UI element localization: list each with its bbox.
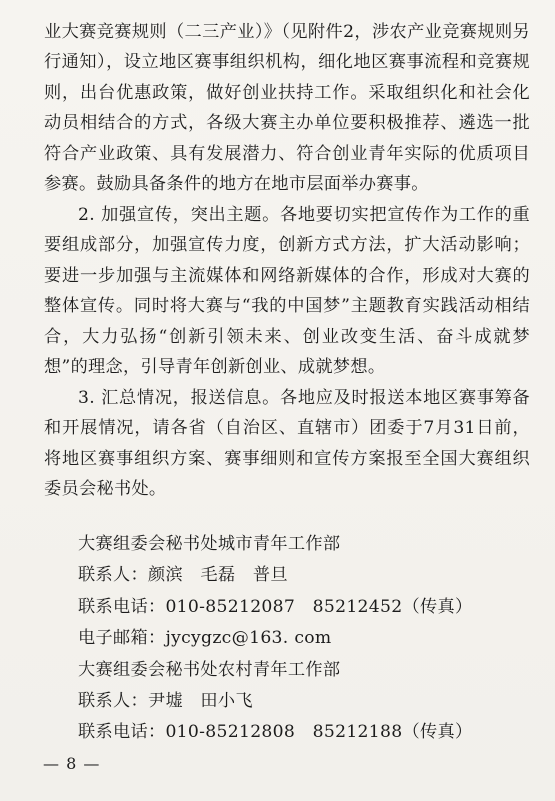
contact-dept-rural: 大赛组委会秘书处农村青年工作部: [78, 659, 341, 680]
contact-persons-rural: 联系人：尹墟 田小飞: [78, 691, 253, 712]
contact-phone-rural: 联系电话：010-85212808 85212188（传真）: [78, 722, 473, 743]
contact-email: 电子邮箱：jycygzc@163. com: [78, 628, 332, 649]
page-number: — 8 —: [43, 754, 101, 773]
contact-block: [78, 529, 518, 749]
paragraph-rules-continued: 业大赛竞赛规则（二三产业）》（见附件2，涉农产业竞赛规则另行通知），设立地区赛事组织机构，细化地区赛事流程和竞赛规则，出台优惠政策，做好创业扶持工作。采取组织化和社会化动员相结合的方式，各级大赛主办单位要积极推荐、遴选一批符合产业政策、具有发展潜力、符合创业青年实际的优质项目参赛。鼓励具备条件的地方在地市层面举办赛事。: [44, 22, 530, 195]
contact-persons-urban: 联系人：颜滨 毛磊 普旦: [78, 565, 288, 586]
paragraph-reporting: 3. 汇总情况，报送信息。各地应及时报送本地区赛事筹备和开展情况，请各省（自治区、直辖市）团委于7月31日前，将地区赛事组织方案、赛事细则和宣传方案报至全国大赛组织委员会秘书处。: [44, 388, 530, 500]
contact-phone-urban: 联系电话：010-85212087 85212452（传真）: [78, 596, 473, 617]
contact-dept-urban: 大赛组委会秘书处城市青年工作部: [78, 534, 341, 554]
paragraph-publicity: 2. 加强宣传，突出主题。各地要切实把宣传作为工作的重要组成部分，加强宣传力度，创新方式方法，扩大活动影响；要进一步加强与主流媒体和网络新媒体的合作，形成对大赛的整体宣传。同时将大赛与“我的中国梦”主题教育实践活动相结合，大力弘扬“创新引领未来、创业改变生活、奋斗成就梦想”的理念，引导青年创新创业、成就梦想。: [44, 205, 530, 378]
